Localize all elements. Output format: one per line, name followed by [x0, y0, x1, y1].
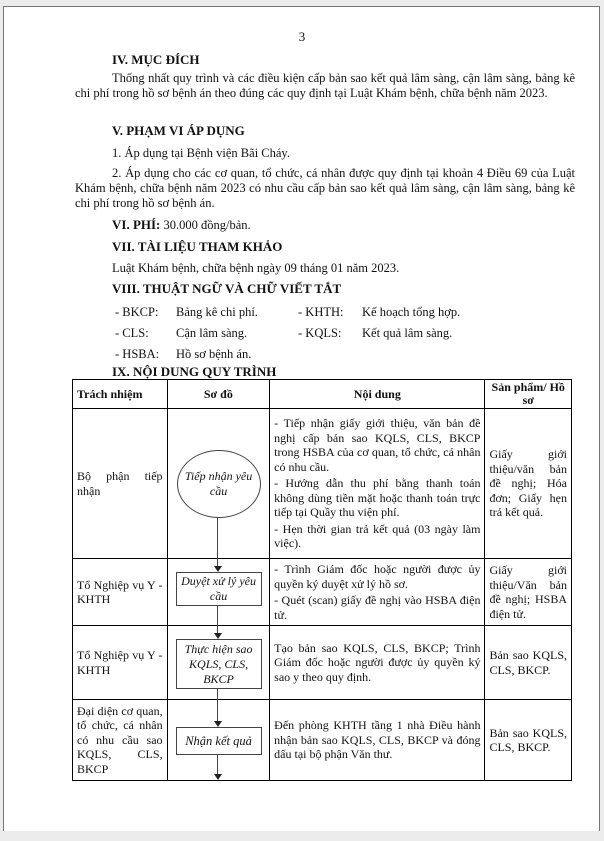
content-line: - Quét (scan) giấy đề nghị vào HSBA điện tử.	[274, 593, 481, 622]
flow-step-box: Nhận kết quả	[176, 727, 262, 755]
abbr-term: - BKCP:	[115, 305, 159, 319]
abbr-meaning: Bảng kê chi phí.	[176, 305, 258, 319]
content-line: - Trình Giám đốc hoặc người được ủy quyền ký duyệt xử lý hồ sơ.	[274, 562, 481, 591]
header-content: Nội dung	[270, 380, 485, 409]
table-row	[73, 700, 572, 781]
content-line: - Hướng dẫn thu phí bằng thanh toán không dùng tiền mặt hoặc thanh toán trực tiếp tại Quầy thu viện phí.	[274, 476, 481, 520]
arrow-down-icon	[214, 774, 222, 780]
abbr-meaning: Hồ sơ bệnh án.	[176, 347, 252, 361]
section-vi-text: 30.000 đồng/bản.	[160, 218, 251, 232]
flow-step-box: Duyệt xử lý yêu cầu	[176, 572, 262, 606]
section-vii-text: Luật Khám bệnh, chữa bệnh ngày 09 tháng 01 năm 2023.	[112, 261, 400, 275]
cell-content	[270, 409, 485, 559]
abbr-term: - HSBA:	[115, 347, 160, 361]
cell-diagram	[167, 409, 270, 559]
section-vi	[112, 217, 251, 233]
abbr-term: - CLS:	[115, 326, 149, 340]
cell-product: Bản sao KQLS, CLS, BKCP.	[485, 626, 572, 700]
content-line: - Tiếp nhận giấy giới thiệu, văn bản đề nghị cấp bản sao KQLS, CLS, BKCP trong HSBA của cơ quan, tổ chức, cá nhân có nhu cầu.	[274, 416, 481, 474]
table-row	[73, 559, 572, 626]
cell-diagram	[167, 559, 270, 626]
flow-connector	[217, 517, 218, 559]
flow-connector	[217, 700, 218, 722]
header-diagram: Sơ đồ	[167, 380, 270, 409]
cell-responsible: Tổ Nghiệp vụ Y - KHTH	[73, 626, 168, 700]
abbr-meaning: Kế hoạch tổng hợp.	[362, 305, 461, 319]
section-vii-heading: VII. TÀI LIỆU THAM KHẢO	[112, 239, 283, 254]
page-number: 3	[298, 29, 306, 44]
cell-responsible: Đại diện cơ quan, tổ chức, cá nhân có nhu cầu sao KQLS, CLS, BKCP	[73, 700, 168, 781]
cell-responsible: Tổ Nghiệp vụ Y - KHTH	[73, 559, 168, 626]
flow-connector	[217, 689, 218, 700]
table-header-row	[73, 380, 572, 409]
section-iv-heading: IV. MỤC ĐÍCH	[112, 52, 200, 67]
flow-start-ellipse: Tiếp nhận yêu cầu	[177, 450, 261, 518]
cell-content	[270, 626, 485, 700]
content-line: - Hẹn thời gian trả kết quả (03 ngày làm việc).	[274, 521, 481, 551]
cell-content	[270, 559, 485, 626]
header-product: Sản phẩm/ Hồ sơ	[485, 380, 572, 409]
section-v-heading: V. PHẠM VI ÁP DỤNG	[112, 123, 245, 138]
flow-connector	[217, 755, 218, 775]
abbr-meaning: Cận lâm sàng.	[176, 326, 248, 340]
flow-connector	[217, 606, 218, 626]
cell-product: Giấy giới thiệu/Văn bản đề nghị; HSBA điện tử.	[485, 559, 572, 626]
table-row	[73, 409, 572, 559]
procedure-table	[72, 379, 572, 781]
table-row	[73, 626, 572, 700]
section-iv-text: Thống nhất quy trình và các điều kiện cấp bản sao kết quả lâm sàng, cận lâm sàng, bảng kê chi phí trong hồ sơ bệnh án theo đúng các quy định tại Luật Khám bệnh, chữa bệnh năm 2023.	[75, 71, 575, 100]
cell-diagram	[167, 700, 270, 781]
cell-content	[270, 700, 485, 781]
cell-product: Bản sao KQLS, CLS, BKCP.	[485, 700, 572, 781]
abbr-term: - KHTH:	[298, 305, 344, 319]
section-v-item-2: 2. Áp dụng cho các cơ quan, tổ chức, cá nhân được quy định tại khoản 4 Điều 69 của Luật Khám bệnh, chữa bệnh năm 2023 có nhu cầu cấp bản sao kết quả lâm sàng, cận lâm sàng, bảng kê chi phí trong hồ sơ bệnh án.	[75, 166, 575, 210]
content-line: Đến phòng KHTH tầng 1 nhà Điều hành nhận bản sao KQLS, CLS, BKCP và đóng dấu tại bộ phận Văn thư.	[274, 718, 481, 762]
abbr-term: - KQLS:	[298, 326, 342, 340]
flow-step-box: Thực hiện sao KQLS, CLS, BKCP	[176, 639, 262, 689]
section-viii-heading: VIII. THUẬT NGỮ VÀ CHỮ VIẾT TẮT	[112, 281, 342, 296]
cell-diagram	[167, 626, 270, 700]
section-ix-heading: IX. NỘI DUNG QUY TRÌNH	[112, 364, 277, 379]
cell-product: Giấy giới thiệu/văn bản đề nghị; Hóa đơn; Giấy hẹn trả kết quả.	[485, 409, 572, 559]
section-v-item-1: 1. Áp dụng tại Bệnh viện Bãi Cháy.	[112, 146, 290, 160]
abbr-meaning: Kết quả lâm sàng.	[362, 326, 453, 340]
section-vi-heading: VI. PHÍ:	[112, 217, 161, 232]
header-responsible: Trách nhiệm	[73, 380, 168, 409]
content-line: Tạo bản sao KQLS, CLS, BKCP; Trình Giám đốc hoặc người được ủy quyền ký sao y theo quy định.	[274, 640, 481, 684]
cell-responsible: Bộ phận tiếp nhận	[73, 409, 168, 559]
